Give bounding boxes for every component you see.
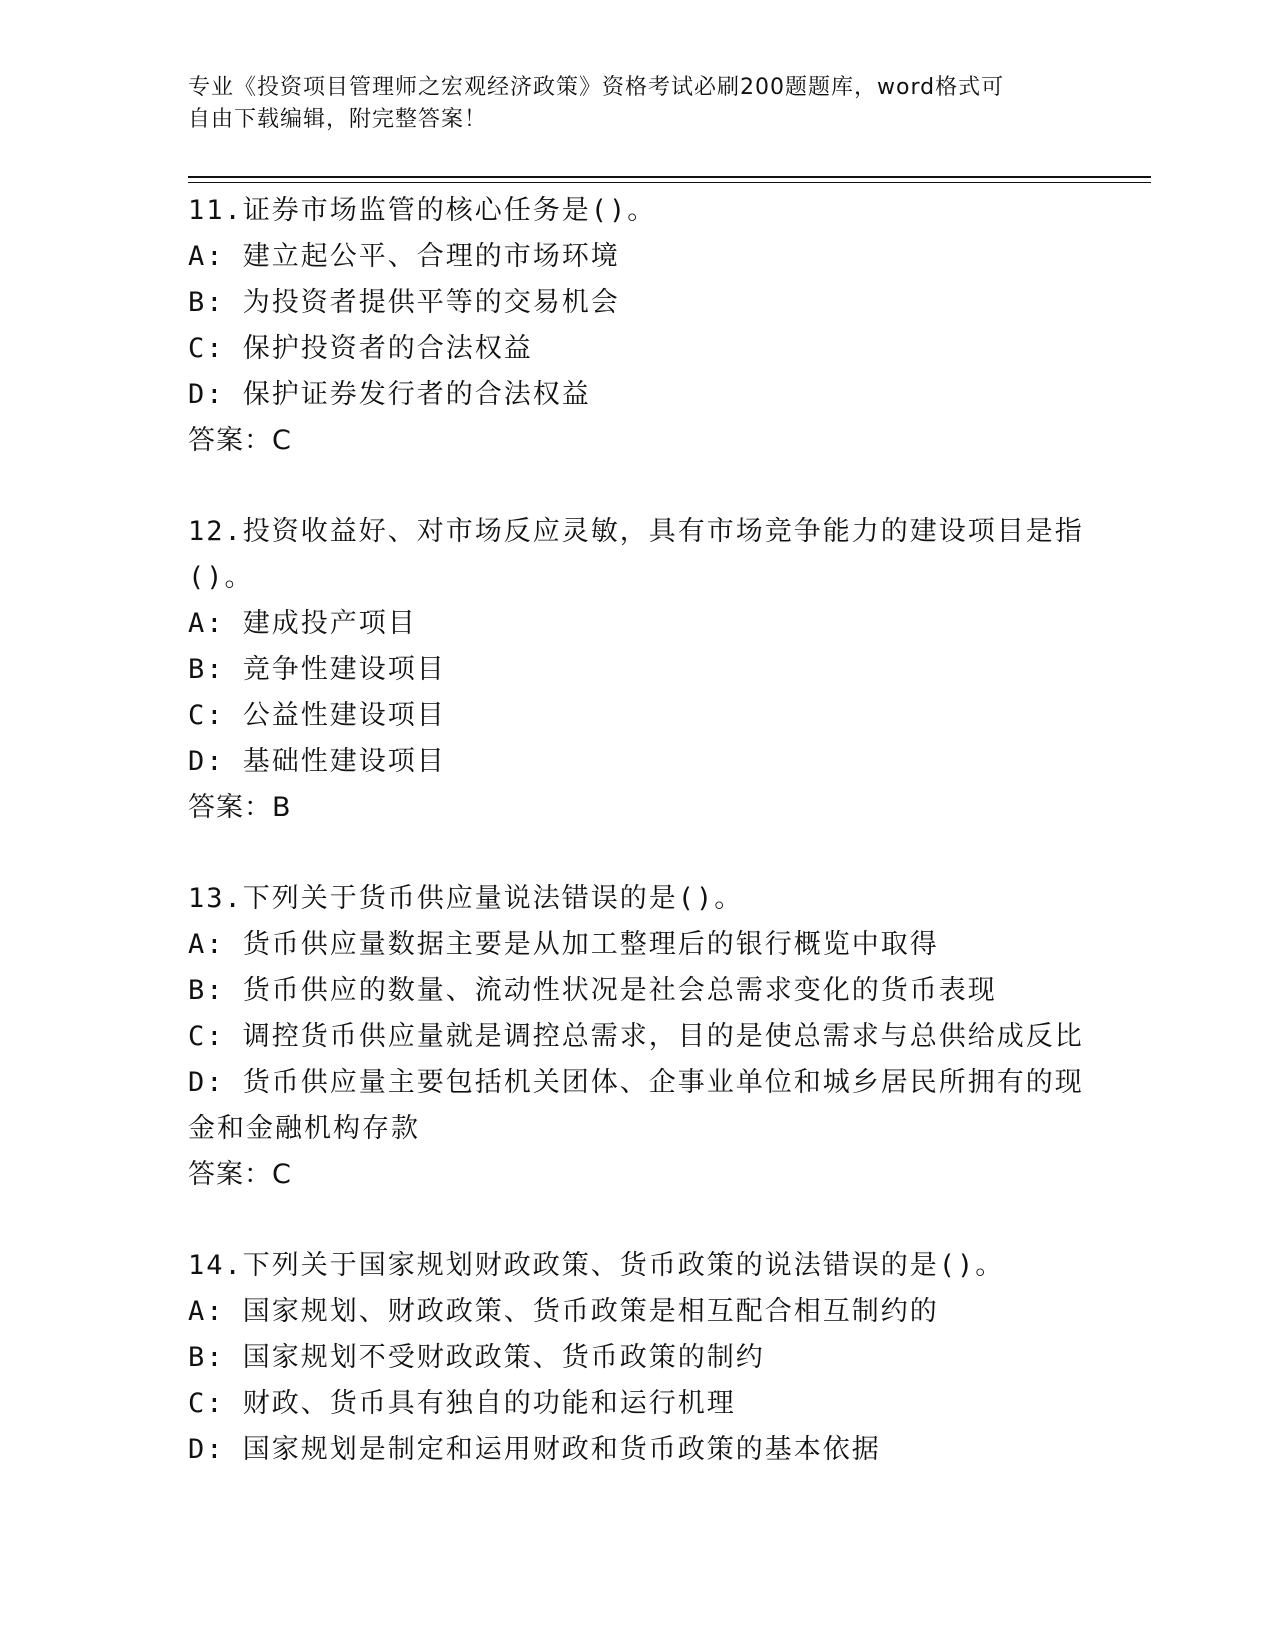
option-c: C: 财政、货币具有独自的功能和运行机理 xyxy=(188,1388,736,1419)
header-divider-thick xyxy=(188,176,1151,178)
question-list xyxy=(188,188,1088,1518)
option-c: C: 公益性建设项目 xyxy=(188,700,446,731)
answer-line xyxy=(188,418,1088,464)
answer-label: 答案： xyxy=(188,425,272,456)
question-13 xyxy=(188,876,1088,1198)
option-b: B: 竞争性建设项目 xyxy=(188,654,446,685)
option-b: B: 国家规划不受财政政策、货币政策的制约 xyxy=(188,1342,765,1373)
header-divider-thin xyxy=(188,182,1151,183)
option-a: A: 建立起公平、合理的市场环境 xyxy=(188,241,620,272)
question-11 xyxy=(188,188,1088,464)
question-12 xyxy=(188,509,1088,831)
answer-value: B xyxy=(272,792,292,823)
option-d: D: 国家规划是制定和运用财政和货币政策的基本依据 xyxy=(188,1434,881,1465)
question-stem: 13.下列关于货币供应量说法错误的是()。 xyxy=(188,883,744,914)
option-c: C: 保护投资者的合法权益 xyxy=(188,333,533,364)
answer-line xyxy=(188,785,1088,831)
question-stem: 14.下列关于国家规划财政政策、货币政策的说法错误的是()。 xyxy=(188,1250,1005,1281)
option-d: D: 基础性建设项目 xyxy=(188,746,446,777)
answer-line xyxy=(188,1152,1088,1198)
option-c: C: 调控货币供应量就是调控总需求，目的是使总需求与总供给成反比 xyxy=(188,1021,1084,1052)
answer-label: 答案： xyxy=(188,1159,272,1190)
header-line-1: 专业《投资项目管理师之宏观经济政策》资格考试必刷200题题库，word格式可 xyxy=(188,75,1005,100)
header-line-2: 自由下载编辑，附完整答案！ xyxy=(188,107,488,132)
option-a: A: 建成投产项目 xyxy=(188,608,417,639)
question-stem: 12.投资收益好、对市场反应灵敏，具有市场竞争能力的建设项目是指()。 xyxy=(188,516,1084,593)
option-d: D: 保护证券发行者的合法权益 xyxy=(188,379,591,410)
answer-label: 答案： xyxy=(188,792,272,823)
answer-value: C xyxy=(272,1159,292,1190)
question-14 xyxy=(188,1243,1088,1473)
document-header xyxy=(188,72,1068,136)
option-b: B: 为投资者提供平等的交易机会 xyxy=(188,287,620,318)
option-d: D: 货币供应量主要包括机关团体、企事业单位和城乡居民所拥有的现金和金融机构存款 xyxy=(188,1067,1084,1144)
option-b: B: 货币供应的数量、流动性状况是社会总需求变化的货币表现 xyxy=(188,975,997,1006)
answer-value: C xyxy=(272,425,292,456)
option-a: A: 国家规划、财政政策、货币政策是相互配合相互制约的 xyxy=(188,1296,939,1327)
option-a: A: 货币供应量数据主要是从加工整理后的银行概览中取得 xyxy=(188,929,939,960)
question-stem: 11.证券市场监管的核心任务是()。 xyxy=(188,195,657,226)
